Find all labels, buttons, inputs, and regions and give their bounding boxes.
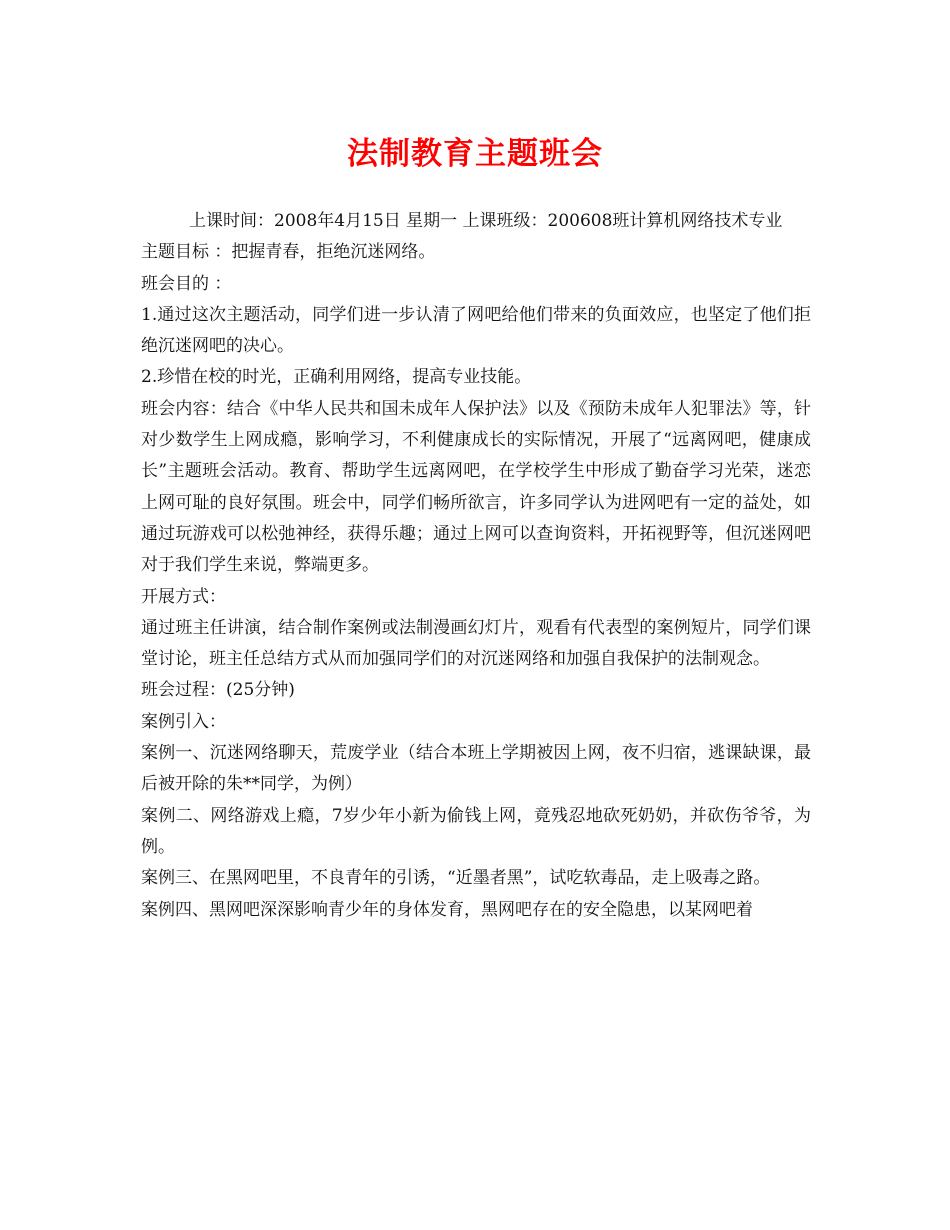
paragraph-class-info: 上课时间：2008年4月15日 星期一 上课班级：200608班计算机网络技术专业 xyxy=(189,211,783,231)
paragraph-method-heading: 开展方式： xyxy=(141,586,226,607)
paragraph-purpose-2: 2.珍惜在校的时光，正确利用网络，提高专业技能。 xyxy=(141,367,532,388)
paragraph-purpose-heading: 班会目的 ： xyxy=(141,273,232,294)
paragraph-case-1: 案例一、沉迷网络聊天，荒废学业（结合本班上学期被因上网，夜不归宿，逃课缺课，最后被开除的朱**同学，为例） xyxy=(141,743,811,795)
document-title: 法制教育主题班会 xyxy=(347,136,603,172)
paragraph-content: 班会内容：结合《中华人民共和国未成年人保护法》以及《预防未成年人犯罪法》等，针对少数学生上网成瘾，影响学习，不利健康成长的实际情况，开展了“远离网吧，健康成长”主题班会活动。教育、帮助学生远离网吧，在学校学生中形成了勤奋学习光荣，迷恋上网可耻的良好氛围。班会中，同学们畅所欲言，许多同学认为进网吧有一定的益处，如通过玩游戏可以松弛神经，获得乐趣；通过上网可以查询资料，开拓视野等，但沉迷网吧对于我们学生来说，弊端更多。 xyxy=(141,398,811,576)
paragraph-case-3: 案例三、在黑网吧里，不良青年的引诱，“近墨者黑”，试吃软毒品，走上吸毒之路。 xyxy=(141,868,771,889)
paragraph-case-4: 案例四、黑网吧深深影响青少年的身体发育，黑网吧存在的安全隐患，以某网吧着 xyxy=(141,899,753,920)
paragraph-case-2: 案例二、网络游戏上瘾，7岁少年小新为偷钱上网，竟残忍地砍死奶奶，并砍伤爷爷，为例。 xyxy=(141,805,811,857)
paragraph-theme-goal: 主题目标 ：把握青春，拒绝沉迷网络。 xyxy=(141,242,436,263)
paragraph-method: 通过班主任讲演，结合制作案例或法制漫画幻灯片，观看有代表型的案例短片，同学们课堂讨论，班主任总结方式从而加强同学们的对沉迷网络和加强自我保护的法制观念。 xyxy=(141,617,811,670)
paragraph-purpose-1: 1.通过这次主题活动，同学们进一步认清了网吧给他们带来的负面效应，也坚定了他们拒绝沉迷网吧的决心。 xyxy=(141,304,811,357)
paragraph-case-intro: 案例引入： xyxy=(141,711,226,732)
document-body xyxy=(141,206,811,926)
paragraph-process-heading: 班会过程：(25分钟) xyxy=(141,680,295,701)
